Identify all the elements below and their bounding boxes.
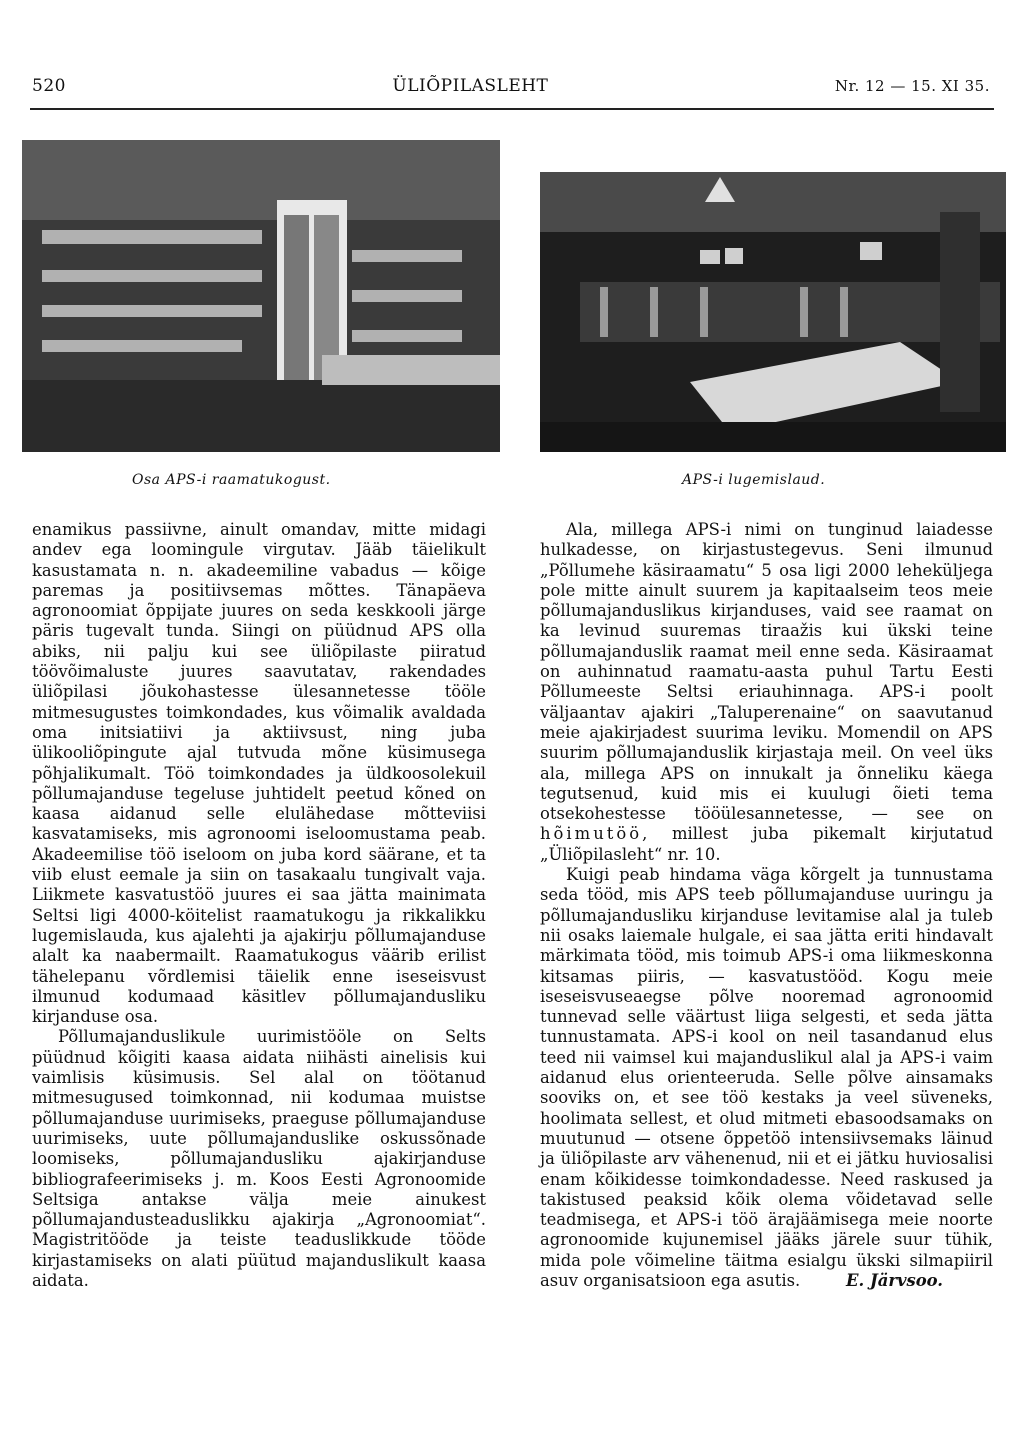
issue-info: Nr. 12 — 15. XI 35. — [834, 77, 990, 95]
paragraph-tail: , millest juba pikemalt kirjutatud „Üliõpilasleht“ nr. 10. — [540, 824, 993, 864]
spaced-word: hõimutöö — [540, 824, 643, 844]
page-number: 520 — [32, 76, 66, 96]
journal-title: ÜLIÕPILASLEHT — [392, 76, 549, 96]
figure-caption-reading-room: APS-i lugemislaud. — [682, 472, 826, 488]
right-column — [540, 520, 993, 1292]
left-column — [32, 520, 486, 1291]
author-signature: E. Järvsoo. — [846, 1271, 943, 1291]
paragraph — [540, 520, 993, 865]
library-photo — [22, 140, 500, 452]
paragraph: Kuigi peab hindama väga kõrgelt ja tunnustama seda tööd, mis APS teeb põllumajanduse uuringu ja põllumajandusliku kirjanduse levitamise alal ja tuleb nii osaks laiemale hulgale, ei saa jätta eriti hindavalt märkimata tööd, mis toimub APS-i oma liikmeskonna kitsamas piiris, — kasvatustööd. Kogu meie iseseisvuseaegse põlve nooremad agronoomid tunnevad selle väärtust liiga selgesti, et seda jätta tunnustamata. APS-i kool on neil tasandanud elus teed nii vaimsel kui majanduslikul alal ja APS-i vaim aidanud elus orienteeruda. Selle põlve ainsamaks sooviks on, et see töö kestaks ja veel süveneks, hoolimata sellest, et olud mitmeti ebasoodsamaks on muutunud — otsene õppetöö intensiivsemaks läinud ja üliõpilaste arv vähenenud, nii et ei jätku huviosalisi enam kõikidesse toimkondadesse. Need raskused ja takistused peaksid kõik olema võidetavad selle teadmisega, et APS-i töö ärajäämisega meie noorte agronoomide kujunemisel jääks järele suur tühik, mida pole võimeline täitma esialgu ükski silmapiiril asuv organisatsioon ega asutis. — [540, 865, 993, 1290]
paragraph-text: Ala, millega APS-i nimi on tunginud laiadesse hulkadesse, on kirjastustegevus. Seni ilmunud „Põllumehe käsiraamatu“ 5 osa ligi 2000 leheküljega pole mitte ainult suurem ja kapitaalseim teos meie põllumajanduslikus kirjanduses, vaid see raamat on ka levinud suuremas tiraažis kui ükski teine põllumajanduslik raamat meil enne seda. Käsiraamat on auhinnatud raamatu-aasta puhul Tartu Eesti Põllumeeste Seltsi eriauhinnaga. APS-i poolt väljaantav ajakiri „Taluperenaine“ on saavutanud meie ajakirjadest suurima leviku. Momendil on APS suurim põllumajanduslik kirjastaja meil. On veel üks ala, millega APS on innukalt ja õnneliku käega tegutsenud, kuid mis ei kuulugi õieti tema otsekohestesse tööülesannetesse, — see on — [540, 520, 993, 824]
paragraph: enamikus passiivne, ainult omandav, mitte midagi andev ega loomingule virgutav. Jääb täielikult kasustamata n. n. akadeemiline vabadus — kõige paremas ja positiivsemas mõttes. Tänapäeva agronoomiat õppijate juures on seda keskkooli järge päris tugevalt tunda. Siingi on püüdnud APS olla abiks, nii palju kui see üliõpilaste piiratud töövõimaluste juures saavutatav, rakendades üliõpilasi jõukohastesse ülesannetesse tööle mitmesugustes toimkondades, kus võimalik avaldada oma initsiatiivi ja aktiivsust, ning juba ülikooliõpingute ajal tutvuda mõne küsimusega põhjalikumalt. Töö toimkondades ja üldkoosolekuil põllumajanduse tegeluse juhtidelt peetud kõned on kaasa aidanud selle elulähedase mõtteviisi kasvatamiseks, mis agronoomi iseloomustama peab. Akadeemilise töö iseloom on juba kord säärane, et ta viib elust eemale ja siin on tasakaalu tungivalt vaja. Liikmete kasvatustöö juures ei saa jätta mainimata Seltsi ligi 4000-köitelist raamatukogu ja rikkalikku lugemislauda, kus ajalehti ja ajakirju põllumajanduse alalt ka naabermailt. Raamatukogus väärib erilist tähelepanu võrdlemisi täielik enne iseseisvust ilmunud kodumaad käsitlev põllumajandusliku kirjanduse osa. — [32, 520, 486, 1027]
header-rule — [30, 108, 994, 110]
page-header — [32, 76, 990, 104]
paragraph: Põllumajanduslikule uurimistööle on Selts püüdnud kõigiti kaasa aidata niihästi ainelisis kui vaimlisis küsimusis. Sel alal on töötanud mitmesugused toimkonnad, nii kodumaa muistse põllumajanduse uurimiseks, praeguse põllumajanduse uurimiseks, uute põllumajanduslike oskussõnade loomiseks, põllumajandusliku ajakirjanduse bibliografeerimiseks j. m. Koos Eesti Agronoomide Seltsiga antakse välja meie ainukest põllumajandusteaduslikku ajakirja „Agronoomiat“. Magistritööde ja teiste teaduslikkude tööde kirjastamiseks on alati püütud majanduslikult kaasa aidata. — [32, 1027, 486, 1290]
figure-caption-library: Osa APS-i raamatukogust. — [132, 472, 331, 488]
reading-room-photo — [540, 172, 1006, 452]
